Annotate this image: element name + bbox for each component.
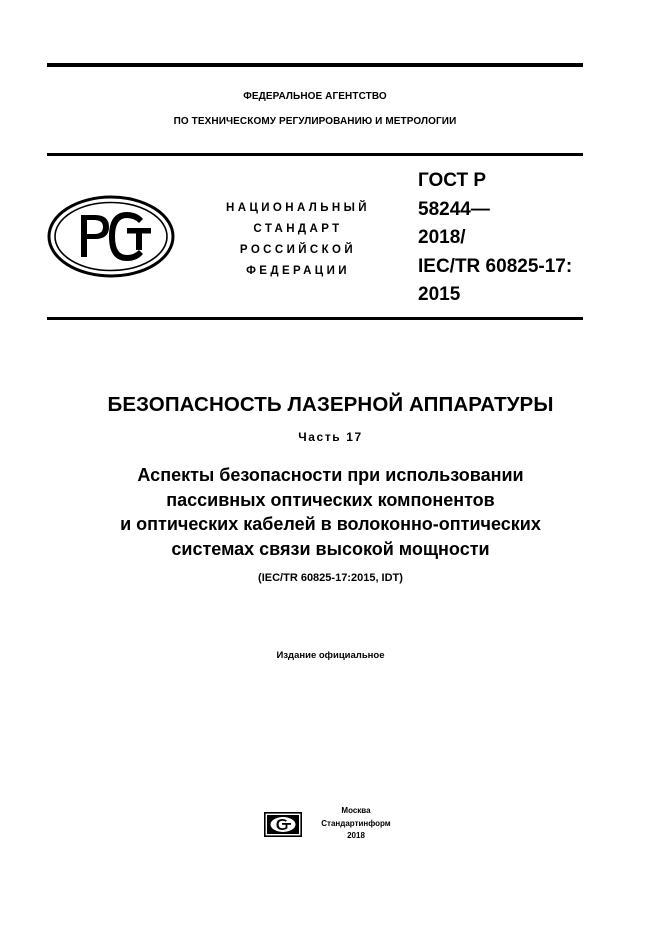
publisher-imprint xyxy=(306,805,406,843)
designation-line: ГОСТ Р xyxy=(418,170,487,191)
edition-label: Издание официальное xyxy=(276,650,385,661)
document-subtitle xyxy=(20,463,641,561)
subtitle-line: Аспекты безопасности при использовании xyxy=(137,465,524,485)
designation-line: IEC/TR 60825-17: xyxy=(418,255,573,277)
national-standard-line: РОССИЙСКОЙ xyxy=(239,244,357,256)
designation-line: 2015 xyxy=(418,284,461,305)
standartinform-logo-icon xyxy=(264,812,302,837)
document-title: БЕЗОПАСНОСТЬ ЛАЗЕРНОЙ АППАРАТУРЫ xyxy=(107,393,554,416)
top-rule xyxy=(47,63,583,67)
standard-designation xyxy=(418,167,598,310)
national-standard-line: ФЕДЕРАЦИИ xyxy=(246,265,350,277)
designation-line: 2018/ xyxy=(418,227,466,248)
header-rule xyxy=(47,153,583,156)
national-standard-label xyxy=(203,198,393,282)
publisher-city: Москва xyxy=(341,806,371,815)
subtitle-line: пассивных оптических компонентов xyxy=(166,489,495,510)
publisher-year: 2018 xyxy=(347,831,365,840)
national-standard-line: СТАНДАРТ xyxy=(253,223,343,235)
designation-rule xyxy=(47,317,583,320)
agency-name-line2: ПО ТЕХНИЧЕСКОМУ РЕГУЛИРОВАНИЮ И МЕТРОЛОГИИ xyxy=(173,116,457,127)
identity-reference: (IEC/TR 60825-17:2015, IDT) xyxy=(258,572,403,584)
part-number: Часть 17 xyxy=(298,430,363,444)
national-standard-line: НАЦИОНАЛЬНЫЙ xyxy=(226,202,370,214)
subtitle-line: и оптических кабелей в волоконно-оптических xyxy=(120,514,541,534)
subtitle-line: системах связи высокой мощности xyxy=(171,538,490,559)
publisher-name: Стандартинформ xyxy=(321,818,391,828)
designation-line: 58244— xyxy=(418,198,490,220)
gost-r-emblem-icon xyxy=(47,195,175,278)
agency-name-line1: ФЕДЕРАЛЬНОЕ АГЕНТСТВО xyxy=(243,91,387,102)
